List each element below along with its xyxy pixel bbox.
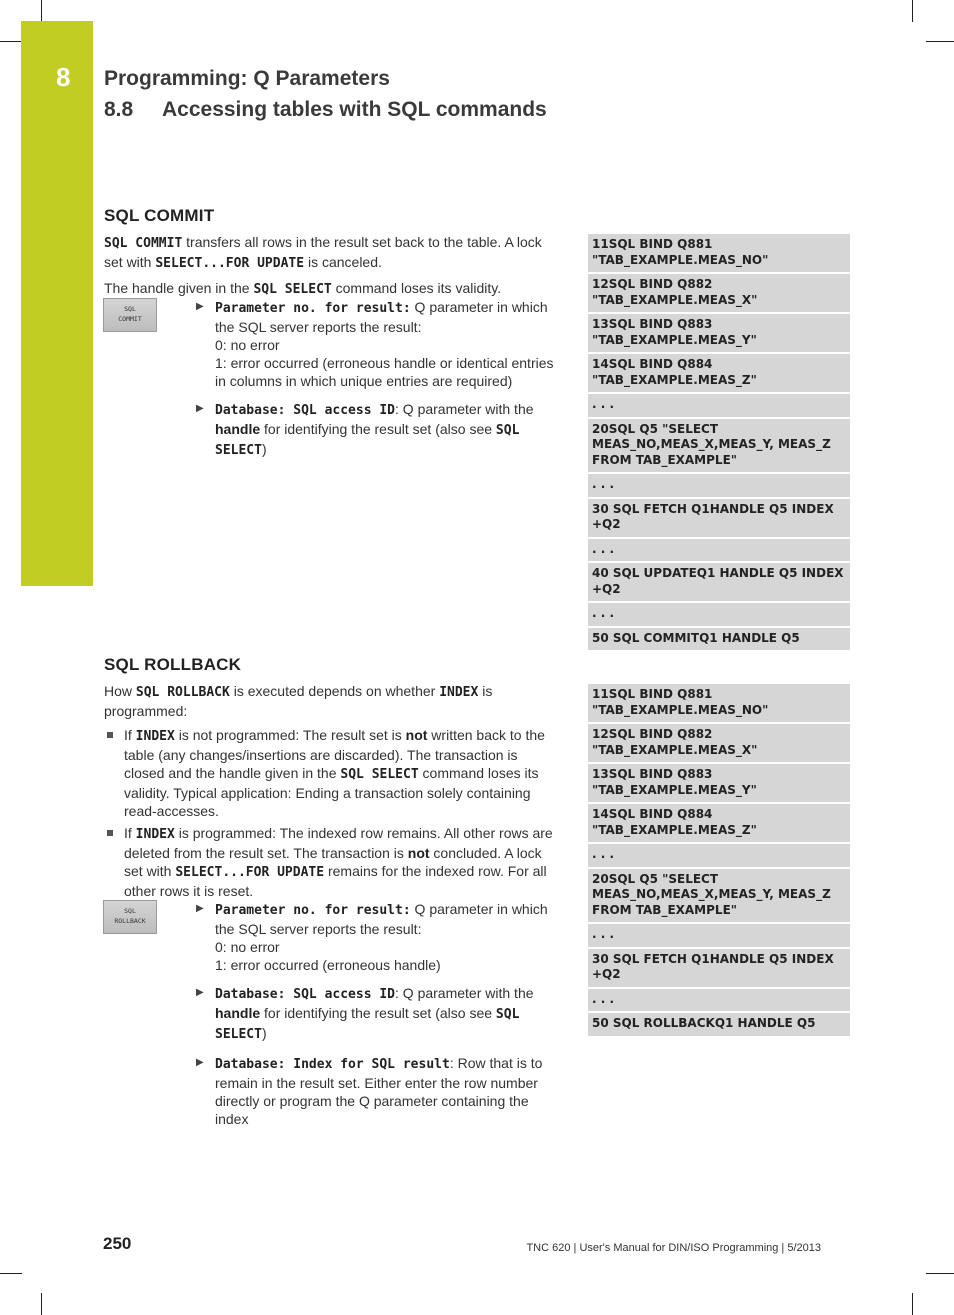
section-title-text: Accessing tables with SQL commands <box>162 98 547 121</box>
step-item: ▶ Database: SQL access ID: Q parameter with the handle for identifying the result set (also see SQL SELECT) <box>196 985 534 1042</box>
commit-intro: SQL COMMIT transfers all rows in the result set back to the table. A lock set with SELECT...FOR UPDATE is canceled. The handle given in the SQL SELECT command loses its validity. <box>104 234 542 297</box>
sql-commit-softkey[interactable] <box>103 298 157 332</box>
code-line: 13SQL BIND Q883 "TAB_EXAMPLE.MEAS_Y" <box>588 314 850 354</box>
rollback-heading: SQL ROLLBACK <box>104 655 242 674</box>
bullet-icon <box>107 830 113 836</box>
rollback-intro: How SQL ROLLBACK is executed depends on whether INDEX is programmed: If INDEX is not programmed: The result set is not written back to the table (any changes/insertions are discarded). The transaction is closed and the handle given in the SQL SELECT command loses its validity. Typical application: Ending a transaction solely containing read-accesses. If INDEX is programmed: The indexed row remains. All other rows are deleted from the result set. The transaction is not concluded. A lock set with SELECT...FOR UPDATE remains for the indexed row. For all other rows it is reset. <box>104 683 553 899</box>
section-number: 8.8 <box>104 98 134 121</box>
commit-code-block <box>588 234 850 652</box>
code-line: . . . <box>588 924 850 949</box>
crop-mark <box>0 41 22 42</box>
list-item: If INDEX is not programmed: The result set is not written back to the table (any changes/insertions are discarded). The transaction is closed and the handle given in the SQL SELECT command loses its validity. Typical application: Ending a transaction solely containing read-accesses. <box>104 726 554 820</box>
code-line: 30 SQL FETCH Q1HANDLE Q5 INDEX +Q2 <box>588 949 850 989</box>
chapter-number: 8 <box>56 62 71 92</box>
crop-mark <box>0 1273 22 1274</box>
code-line: 20SQL Q5 "SELECT MEAS_NO,MEAS_X,MEAS_Y, MEAS_Z FROM TAB_EXAMPLE" <box>588 419 850 475</box>
triangle-icon: ▶ <box>196 987 204 998</box>
triangle-icon: ▶ <box>196 903 204 914</box>
code-line: 13SQL BIND Q883 "TAB_EXAMPLE.MEAS_Y" <box>588 764 850 804</box>
rollback-steps <box>193 900 563 1138</box>
code-line: 11SQL BIND Q881 "TAB_EXAMPLE.MEAS_NO" <box>588 684 850 724</box>
crop-mark <box>926 1273 954 1274</box>
code-line: 40 SQL UPDATEQ1 HANDLE Q5 INDEX +Q2 <box>588 563 850 603</box>
step-item: ▶ Database: SQL access ID: Q parameter with the handle for identifying the result set (also see SQL SELECT) <box>196 401 534 458</box>
code-line: . . . <box>588 844 850 869</box>
crop-mark <box>912 0 913 22</box>
softkey-label: COMMIT <box>118 315 142 323</box>
code-line: 50 SQL ROLLBACKQ1 HANDLE Q5 <box>588 1013 850 1038</box>
code-line: 20SQL Q5 "SELECT MEAS_NO,MEAS_X,MEAS_Y, MEAS_Z FROM TAB_EXAMPLE" <box>588 869 850 925</box>
chapter-tab <box>21 21 93 586</box>
chapter-title: Programming: Q Parameters <box>104 67 390 90</box>
rollback-code-block <box>588 684 850 1038</box>
sql-rollback-softkey[interactable] <box>103 900 157 934</box>
triangle-icon: ▶ <box>196 301 204 312</box>
page-number: 250 <box>103 1234 132 1253</box>
code-line: 14SQL BIND Q884 "TAB_EXAMPLE.MEAS_Z" <box>588 354 850 394</box>
code-line: . . . <box>588 603 850 628</box>
step-item: ▶ Database: Index for SQL result: Row that is to remain in the result set. Either enter the row number directly or program the Q parameter containing the index <box>196 1055 543 1127</box>
section-title <box>104 98 547 122</box>
commit-heading: SQL COMMIT <box>104 206 215 225</box>
softkey-label: ROLLBACK <box>114 917 146 925</box>
bullet-icon <box>107 732 113 738</box>
list-item: If INDEX is programmed: The indexed row remains. All other rows are deleted from the result set. The transaction is not concluded. A lock set with SELECT...FOR UPDATE remains for the indexed row. For all other rows it is reset. <box>104 824 554 900</box>
code-line: . . . <box>588 394 850 419</box>
softkey-label: SQL <box>124 907 136 915</box>
softkey-label: SQL <box>124 305 136 313</box>
code-line: . . . <box>588 474 850 499</box>
triangle-icon: ▶ <box>196 403 204 414</box>
crop-mark <box>926 41 954 42</box>
code-line: 50 SQL COMMITQ1 HANDLE Q5 <box>588 628 850 653</box>
triangle-icon: ▶ <box>196 1057 204 1068</box>
code-line: 11SQL BIND Q881 "TAB_EXAMPLE.MEAS_NO" <box>588 234 850 274</box>
code-line: 12SQL BIND Q882 "TAB_EXAMPLE.MEAS_X" <box>588 274 850 314</box>
code-line: 30 SQL FETCH Q1HANDLE Q5 INDEX +Q2 <box>588 499 850 539</box>
code-line: 14SQL BIND Q884 "TAB_EXAMPLE.MEAS_Z" <box>588 804 850 844</box>
code-line: 12SQL BIND Q882 "TAB_EXAMPLE.MEAS_X" <box>588 724 850 764</box>
crop-mark <box>912 1293 913 1315</box>
code-line: . . . <box>588 539 850 564</box>
crop-mark <box>41 1293 42 1315</box>
crop-mark <box>41 0 42 22</box>
step-item: ▶ Parameter no. for result: Q parameter in which the SQL server reports the result: 0: no error 1: error occurred (erroneous handle) <box>196 901 548 973</box>
step-item: ▶ Parameter no. for result: Q parameter in which the SQL server reports the result: 0: no error 1: error occurred (erroneous handle or identical entries in columns in which unique entries are required) <box>196 299 554 389</box>
footer-text: TNC 620 | User's Manual for DIN/ISO Programming | 5/2013 <box>526 1242 821 1254</box>
commit-steps <box>193 298 563 470</box>
code-line: . . . <box>588 989 850 1014</box>
